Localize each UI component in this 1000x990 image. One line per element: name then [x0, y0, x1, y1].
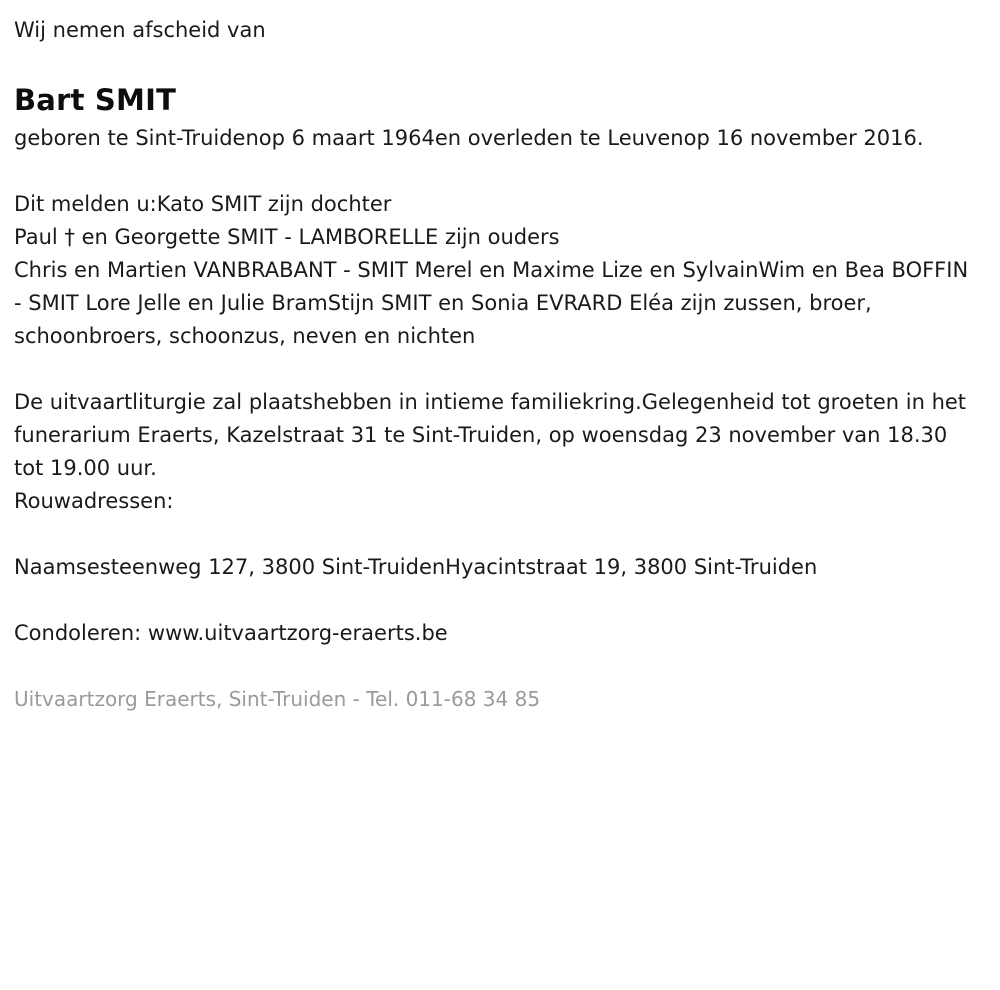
service-details: De uitvaartliturgie zal plaatshebben in intieme familiekring.Gelegenheid tot groeten in het funerarium Eraerts, Kazelstraat 31 te Sint-Truiden, op woensdag 23 november van 18.30 tot 19.00 uur.: [14, 390, 967, 480]
family-line-relatives: Chris en Martien VANBRABANT - SMIT Merel en Maxime Lize en SylvainWim en Bea BOFFIN - SMIT Lore Jelle en Julie BramStijn SMIT en Sonia EVRARD Eléa zijn zussen, broer, schoonbroers, schoonzus, neven en nichten: [14, 258, 969, 348]
condolences-link-text[interactable]: Condoleren: www.uitvaartzorg-eraerts.be: [14, 621, 448, 645]
family-line-parents: Paul † en Georgette SMIT - LAMBORELLE zijn ouders: [14, 225, 560, 249]
spacer: [14, 584, 982, 617]
mourning-addresses-label: Rouwadressen:: [14, 489, 174, 513]
family-block: [14, 188, 982, 353]
spacer: [14, 650, 982, 683]
intro-text: Wij nemen afscheid van: [14, 18, 266, 42]
spacer: [14, 155, 982, 188]
spacer: [14, 47, 982, 80]
spacer: [14, 518, 982, 551]
funeral-home-footer: Uitvaartzorg Eraerts, Sint-Truiden - Tel. 011-68 34 85: [14, 687, 541, 711]
announcement-label: Dit melden u:Kato SMIT zijn dochter: [14, 192, 392, 216]
birth-death-text: geboren te Sint-Truidenop 6 maart 1964en overleden te Leuvenop 16 november 2016.: [14, 126, 924, 150]
mourning-addresses: Naamsesteenweg 127, 3800 Sint-TruidenHyacintstraat 19, 3800 Sint-Truiden: [14, 555, 818, 579]
spacer: [14, 353, 982, 386]
deceased-name: Bart SMIT: [14, 83, 177, 117]
service-block: [14, 386, 982, 518]
